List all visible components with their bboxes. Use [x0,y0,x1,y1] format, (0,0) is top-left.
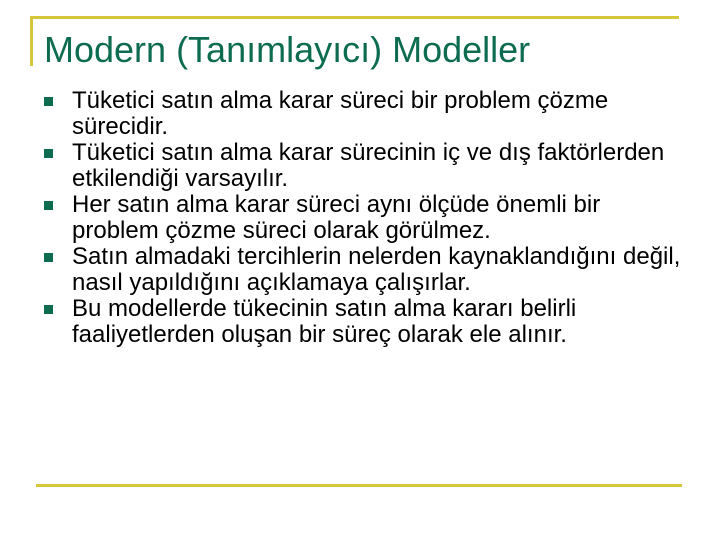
bullet-item [44,244,684,296]
bottom-frame-line [36,484,682,487]
square-bullet-icon [44,253,53,262]
bullet-text: Tüketici satın alma karar sürecinin iç ve dış faktörlerden etkilendiği varsayılır. [72,139,665,192]
slide-title: Modern (Tanımlayıcı) Modeller [44,29,531,70]
square-bullet-icon [44,149,53,158]
bullet-list [44,88,684,348]
bullet-text: Bu modellerde tükecinin satın alma kararı belirli faaliyetlerden oluşan bir süreç olarak ele alınır. [72,295,577,348]
bullet-text: Satın almadaki tercihlerin nelerden kaynaklandığını değil, nasıl yapıldığını açıklamaya çalışırlar. [72,243,681,296]
bullet-item [44,140,684,192]
bullet-text: Tüketici satın alma karar süreci bir problem çözme sürecidir. [72,87,609,140]
bullet-text: Her satın alma karar süreci aynı ölçüde önemli bir problem çözme süreci olarak görülmez. [72,191,601,244]
square-bullet-icon [44,201,53,210]
bullet-item [44,296,684,348]
left-frame-line [30,16,33,66]
top-frame-line [30,16,679,19]
bullet-item [44,192,684,244]
square-bullet-icon [44,305,53,314]
bullet-item [44,88,684,140]
square-bullet-icon [44,97,53,106]
